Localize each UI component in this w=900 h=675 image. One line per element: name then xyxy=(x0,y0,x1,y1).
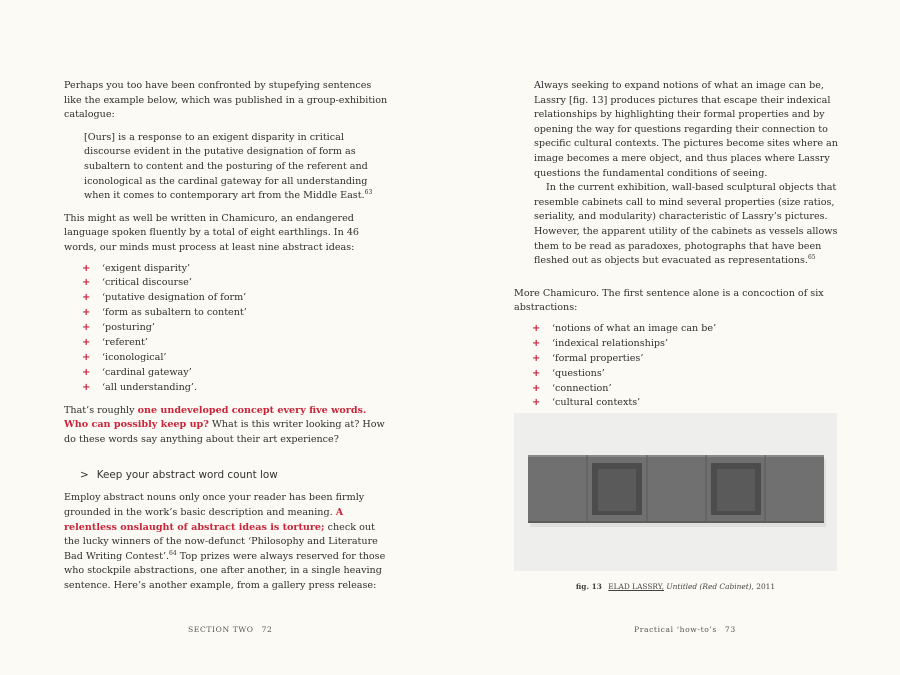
list-item-text: ‘cultural contexts’ xyxy=(552,397,641,409)
list-item-text: ‘formal properties’ xyxy=(552,352,644,364)
cabinet-photo xyxy=(514,413,837,571)
text-run: Employ abstract nouns only once your reader has been firmly grounded in the work’s basic description and meaning. xyxy=(64,492,365,519)
list-item xyxy=(82,336,390,351)
left-column xyxy=(64,79,390,594)
right-page xyxy=(450,0,900,675)
list-item-text: ‘iconological’ xyxy=(102,351,167,363)
list-item xyxy=(82,276,390,291)
text-run: check out the lucky winners of the now-defunct ‘Philosophy and Literature Bad Writing Contest’. xyxy=(64,521,378,562)
figure-caption xyxy=(514,582,837,591)
plus-icon: + xyxy=(82,351,91,363)
plus-icon: + xyxy=(532,382,541,394)
quote-text: [Ours] is a response to an exigent disparity in critical discourse evident in the putative designation of form as subaltern to content and the posturing of the referent and iconological as the cardinal gateway for all understanding when it comes to contemporary art from the Middle East. xyxy=(84,131,368,202)
text-run: That’s roughly xyxy=(64,404,138,416)
list-item-text: ‘referent’ xyxy=(102,337,148,349)
list-item xyxy=(532,352,840,367)
subheading xyxy=(80,469,390,481)
abstractions-list xyxy=(532,322,840,411)
paragraph-roughly xyxy=(64,404,390,448)
plus-icon: + xyxy=(82,337,91,349)
list-item-text: ‘putative designation of form’ xyxy=(102,292,247,304)
plus-icon: + xyxy=(532,397,541,409)
list-item xyxy=(82,366,390,381)
plus-icon: + xyxy=(82,292,91,304)
list-item-text: ‘exigent disparity’ xyxy=(102,262,191,274)
plus-icon: + xyxy=(82,277,91,289)
list-item xyxy=(82,306,390,321)
list-item xyxy=(82,351,390,366)
list-item xyxy=(82,262,390,277)
abstract-ideas-list xyxy=(82,262,390,396)
footer-section: Practical ‘how-to’s xyxy=(634,625,717,634)
footnote-ref: 63 xyxy=(364,188,373,196)
figure-ref: [fig. 13] xyxy=(569,94,608,106)
left-footer xyxy=(188,625,272,634)
text-run: In the current exhibition, wall-based sculptural objects that resemble cabinets call to mind several properties (size ratios, seriality, and modularity) characteristic of Lassry’s pictures. However, the apparent utility of the cabinets as vessels allows them to be read as paradoxes, photographs that have been fleshed out as objects but evacuated as representations. xyxy=(534,182,838,267)
caption-title: Untitled xyxy=(666,582,698,591)
cabinet-illustration xyxy=(514,413,837,571)
text-run: Always seeking to expand notions of what an image can be, Lassry xyxy=(534,80,824,106)
block-quote xyxy=(534,79,840,269)
caption-year: 2011 xyxy=(756,582,776,591)
chevron-right-icon: > xyxy=(80,469,89,482)
list-item-text: ‘posturing’ xyxy=(102,322,155,334)
right-footer xyxy=(634,625,736,634)
highlight-text: one undeveloped concept every five words. Who can possibly keep up? xyxy=(64,404,367,431)
highlight-text: A relentless onslaught of abstract ideas is torture; xyxy=(64,507,344,533)
list-item-text: ‘questions’ xyxy=(552,367,605,379)
plus-icon: + xyxy=(532,322,541,334)
text-run: Top prizes were always reserved for those who stockpile abstractions, one after another, in a single heaving sentence. Here’s another example, from a gallery press release: xyxy=(64,550,386,592)
plus-icon: + xyxy=(82,322,91,334)
quote-paragraph xyxy=(534,181,840,269)
text-run: produces pictures that escape their indexical relationships by highlighting their formal properties and by opening the way for questions regarding their connection to specific cultural contexts. The pictures become sites where an image becomes a mere object, and thus places where Lassry questions the fundamental conditions of seeing. xyxy=(534,94,838,179)
plus-icon: + xyxy=(532,352,541,364)
plus-icon: + xyxy=(82,366,91,378)
page-number: 73 xyxy=(724,625,736,634)
list-item xyxy=(532,337,840,352)
list-item-text: ‘indexical relationships’ xyxy=(552,337,669,349)
list-item-text: ‘critical discourse’ xyxy=(102,277,192,289)
list-item-text: ‘connection’ xyxy=(552,382,612,394)
list-item-text: ‘cardinal gateway’ xyxy=(102,366,192,378)
page-number: 72 xyxy=(261,625,273,634)
footnote-ref: 64 xyxy=(169,549,177,557)
text-run: What is this writer looking at? How do these words say anything about their art experience? xyxy=(64,419,385,445)
block-quote xyxy=(84,131,390,204)
plus-icon: + xyxy=(532,337,541,349)
list-item-text: ‘notions of what an image can be’ xyxy=(552,322,717,334)
quote-paragraph xyxy=(84,131,390,204)
plus-icon: + xyxy=(82,307,91,319)
plus-icon: + xyxy=(82,381,91,393)
list-item xyxy=(82,291,390,306)
right-column xyxy=(514,79,840,419)
list-item xyxy=(532,396,840,411)
list-item xyxy=(532,382,840,397)
paragraph-chamicuro: This might as well be written in Chamicuro, an endangered language spoken fluently by a total of eight earthlings. In 46 words, our minds must process at least nine abstract ideas: xyxy=(64,212,360,253)
quote-paragraph xyxy=(534,79,840,181)
caption-artist: ELAD LASSRY, xyxy=(608,582,665,591)
plus-icon: + xyxy=(82,262,91,274)
list-item-text: ‘all understanding’. xyxy=(102,381,198,393)
footer-section: SECTION TWO xyxy=(188,625,254,634)
caption-title-paren: (Red Cabinet), xyxy=(699,582,754,591)
caption-fig-number: fig. 13 xyxy=(575,582,602,591)
list-item xyxy=(82,381,390,396)
paragraph-more: More Chamicuro. The first sentence alone is a concoction of six abstractions: xyxy=(514,287,824,314)
plus-icon: + xyxy=(532,367,541,379)
list-item xyxy=(532,367,840,382)
intro-paragraph: Perhaps you too have been confronted by stupefying sentences like the example below, which was published in a group-exhibition catalogue: xyxy=(64,80,388,121)
footnote-ref: 65 xyxy=(807,253,816,261)
list-item-text: ‘form as subaltern to content’ xyxy=(102,307,247,319)
subheading-text: Keep your abstract word count low xyxy=(96,469,278,482)
paragraph-employ xyxy=(64,491,390,593)
list-item xyxy=(532,322,840,337)
list-item xyxy=(82,321,390,336)
